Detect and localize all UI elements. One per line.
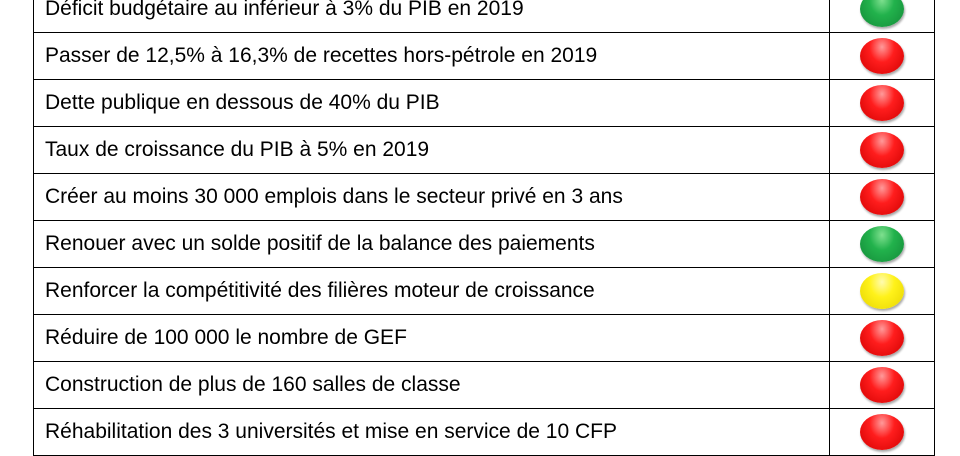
objectives-table-body — [34, 0, 935, 456]
objective-label: Réhabilitation des 3 universités et mise en service de 10 CFP — [34, 409, 830, 456]
status-cell — [830, 362, 935, 409]
objective-label: Renforcer la compétitivité des filières moteur de croissance — [34, 268, 830, 315]
table-row — [34, 174, 935, 221]
yellow-light-icon — [860, 273, 904, 309]
table-row — [34, 80, 935, 127]
green-light-icon — [860, 226, 904, 262]
objective-label: Passer de 12,5% à 16,3% de recettes hors-pétrole en 2019 — [34, 33, 830, 80]
objective-label: Réduire de 100 000 le nombre de GEF — [34, 315, 830, 362]
objective-label: Taux de croissance du PIB à 5% en 2019 — [34, 127, 830, 174]
objective-label: Dette publique en dessous de 40% du PIB — [34, 80, 830, 127]
status-cell — [830, 33, 935, 80]
status-cell — [830, 315, 935, 362]
status-cell — [830, 127, 935, 174]
table-row — [34, 127, 935, 174]
status-cell — [830, 409, 935, 456]
red-light-icon — [860, 38, 904, 74]
status-cell — [830, 0, 935, 33]
table-row — [34, 315, 935, 362]
table-row — [34, 221, 935, 268]
red-light-icon — [860, 85, 904, 121]
table-row — [34, 362, 935, 409]
red-light-icon — [860, 179, 904, 215]
objective-label: Construction de plus de 160 salles de classe — [34, 362, 830, 409]
red-light-icon — [860, 132, 904, 168]
table-row — [34, 268, 935, 315]
status-cell — [830, 221, 935, 268]
objectives-table — [33, 0, 935, 456]
red-light-icon — [860, 367, 904, 403]
table-row — [34, 0, 935, 33]
objective-label: Déficit budgétaire au inférieur à 3% du PIB en 2019 — [34, 0, 830, 33]
table-row — [34, 409, 935, 456]
objective-label: Créer au moins 30 000 emplois dans le secteur privé en 3 ans — [34, 174, 830, 221]
status-cell — [830, 174, 935, 221]
status-cell — [830, 80, 935, 127]
status-cell — [830, 268, 935, 315]
objective-label: Renouer avec un solde positif de la balance des paiements — [34, 221, 830, 268]
red-light-icon — [860, 320, 904, 356]
table-row — [34, 33, 935, 80]
red-light-icon — [860, 414, 904, 450]
green-light-icon — [860, 0, 904, 27]
